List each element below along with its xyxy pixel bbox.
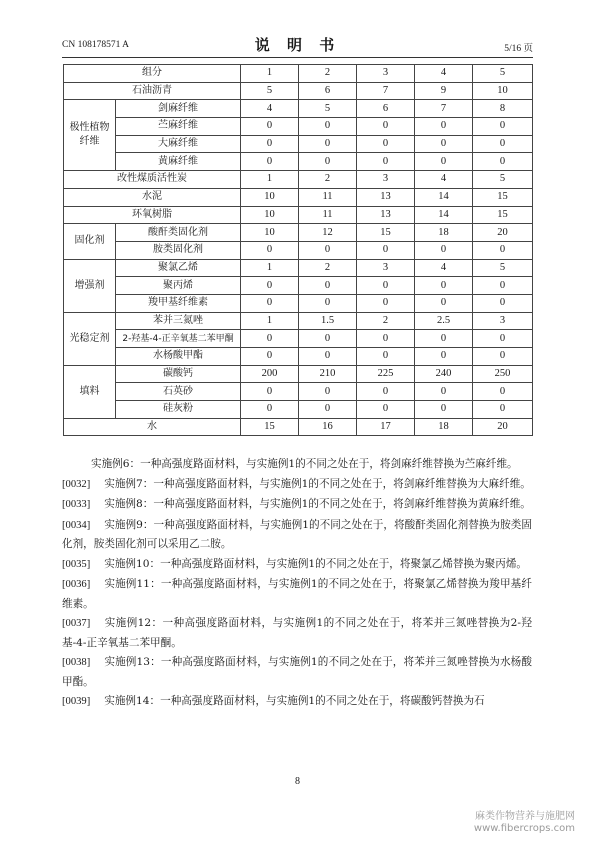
row-label: 石英砂 [116, 383, 241, 401]
table-cell: 0 [241, 241, 299, 259]
table-row [64, 100, 533, 118]
row-label: 羧甲基纤维素 [116, 294, 241, 312]
table-cell: 0 [357, 401, 415, 419]
table-cell: 6 [357, 100, 415, 118]
table-row [64, 365, 533, 383]
table-row [64, 401, 533, 419]
row-label: 水 [64, 418, 241, 436]
paragraph-number: [0037] [62, 618, 91, 629]
table-cell: 0 [299, 241, 357, 259]
table-cell: 1 [241, 312, 299, 330]
table-cell: 0 [241, 294, 299, 312]
table-cell: 0 [241, 153, 299, 171]
paragraph [62, 455, 532, 474]
table-row [64, 188, 533, 206]
paragraph-number: [0032] [62, 478, 91, 490]
body-text [62, 455, 532, 713]
paragraph [62, 653, 532, 691]
table-cell: 0 [473, 118, 533, 136]
table-row [64, 118, 533, 136]
table-cell: 4 [415, 171, 473, 189]
table-cell: 0 [357, 277, 415, 295]
row-label: 石油沥青 [64, 82, 241, 100]
paragraph [62, 475, 532, 495]
paragraph-text: 实施例6：一种高强度路面材料，与实施例1的不同之处在于，将剑麻纤维替换为苎麻纤维。 [91, 458, 518, 470]
table-row [64, 418, 533, 436]
watermark [474, 811, 575, 835]
paragraph [62, 555, 532, 575]
row-label: 黄麻纤维 [116, 153, 241, 171]
row-label: 苎麻纤维 [116, 118, 241, 136]
page-number: 8 [295, 776, 300, 787]
table-cell: 0 [415, 383, 473, 401]
table-cell: 0 [357, 294, 415, 312]
table-cell: 0 [299, 330, 357, 348]
table-row [64, 82, 533, 100]
table-cell: 4 [415, 65, 473, 83]
table-cell: 9 [415, 82, 473, 100]
table-cell: 15 [357, 224, 415, 242]
paragraph-number: [0034] [62, 519, 91, 531]
paragraph [62, 495, 532, 515]
table-cell: 0 [473, 135, 533, 153]
table-cell: 1 [241, 171, 299, 189]
table-cell: 0 [473, 294, 533, 312]
table-row [64, 348, 533, 366]
paragraph-text: 实施例9：一种高强度路面材料，与实施例1的不同之处在于，将酸酐类固化剂替换为胺类固化剂，胺类固化剂可以采用乙二胺。 [62, 518, 532, 550]
table-cell: 8 [473, 100, 533, 118]
table-cell: 0 [473, 330, 533, 348]
table-cell: 14 [415, 206, 473, 224]
table-row [64, 277, 533, 295]
patent-number: CN 108178571 A [62, 40, 130, 50]
table-cell: 3 [473, 312, 533, 330]
table-cell: 0 [415, 330, 473, 348]
table-cell: 5 [299, 100, 357, 118]
table-cell: 0 [357, 348, 415, 366]
table-cell: 10 [473, 82, 533, 100]
table-cell: 0 [357, 153, 415, 171]
table-cell: 2 [299, 65, 357, 83]
table-cell: 17 [357, 418, 415, 436]
paragraph-text: 实施例10：一种高强度路面材料，与实施例1的不同之处在于，将聚氯乙烯替换为聚丙烯。 [104, 557, 528, 570]
table-cell: 0 [473, 241, 533, 259]
table-cell: 2.5 [415, 312, 473, 330]
table-cell: 12 [299, 224, 357, 242]
paragraph-number: [0035] [62, 558, 91, 570]
table-cell: 14 [415, 188, 473, 206]
table-cell: 0 [241, 118, 299, 136]
table-row [64, 330, 533, 348]
table-row [64, 153, 533, 171]
table-row [64, 65, 533, 83]
group-label: 光稳定剂 [64, 312, 116, 365]
table-cell: 0 [299, 135, 357, 153]
row-label: 改性煤质活性炭 [64, 171, 241, 189]
table-cell: 10 [241, 224, 299, 242]
table-cell: 10 [241, 188, 299, 206]
table-cell: 0 [241, 135, 299, 153]
watermark-line1: 麻类作物营养与施肥网 [475, 811, 575, 822]
table-cell: 0 [241, 348, 299, 366]
table-cell: 0 [415, 135, 473, 153]
table-cell: 7 [415, 100, 473, 118]
table-cell: 0 [299, 118, 357, 136]
table-cell: 3 [357, 65, 415, 83]
table-cell: 2 [299, 259, 357, 277]
table-cell: 11 [299, 188, 357, 206]
paragraph-text: 实施例14：一种高强度路面材料，与实施例1的不同之处在于，将碳酸钙替换为石 [104, 695, 485, 707]
table-cell: 0 [473, 401, 533, 419]
row-label: 2-羟基-4-正辛氧基二苯甲酮 [116, 330, 241, 348]
table-row [64, 294, 533, 312]
table-cell: 1.5 [299, 312, 357, 330]
table-cell: 0 [415, 348, 473, 366]
table-cell: 15 [473, 206, 533, 224]
document-title: 说 明 书 [254, 36, 341, 54]
table-cell: 1 [241, 65, 299, 83]
table-cell: 0 [473, 348, 533, 366]
table-cell: 0 [357, 118, 415, 136]
paragraph-text: 实施例8：一种高强度路面材料，与实施例1的不同之处在于，将剑麻纤维替换为黄麻纤维。 [104, 498, 531, 510]
paragraph [62, 692, 532, 712]
paragraph-text: 实施例12：一种高强度路面材料，与实施例1的不同之处在于，将苯并三氮唑替换为2-羟基-4-正辛氧基二苯甲酮。 [62, 617, 532, 649]
table-cell: 13 [357, 188, 415, 206]
table-row [64, 224, 533, 242]
table-cell: 0 [241, 277, 299, 295]
table-cell: 225 [357, 365, 415, 383]
table-cell: 4 [415, 259, 473, 277]
paragraph [62, 575, 532, 613]
table-cell: 2 [299, 171, 357, 189]
table-cell: 11 [299, 206, 357, 224]
table-cell: 2 [357, 312, 415, 330]
table-cell: 0 [415, 401, 473, 419]
table-cell: 3 [357, 259, 415, 277]
table-cell: 250 [473, 365, 533, 383]
table-cell: 0 [299, 348, 357, 366]
paragraph [62, 516, 532, 554]
paragraph-number: [0038] [62, 657, 91, 668]
table-cell: 210 [299, 365, 357, 383]
table-cell: 0 [299, 383, 357, 401]
table-cell: 20 [473, 224, 533, 242]
paragraph-text: 实施例13：一种高强度路面材料，与实施例1的不同之处在于，将苯并三氮唑替换为水杨酸甲酯。 [62, 656, 532, 688]
row-label: 碳酸钙 [116, 365, 241, 383]
table-cell: 0 [299, 153, 357, 171]
table-cell: 0 [299, 277, 357, 295]
table-row [64, 206, 533, 224]
table-row [64, 312, 533, 330]
table-cell: 0 [415, 118, 473, 136]
group-label: 增强剂 [64, 259, 116, 312]
table-cell: 5 [473, 65, 533, 83]
table-cell: 4 [241, 100, 299, 118]
table-cell: 16 [299, 418, 357, 436]
table-cell: 0 [241, 330, 299, 348]
group-label: 填料 [64, 365, 116, 418]
table-cell: 0 [415, 294, 473, 312]
row-label: 聚丙烯 [116, 277, 241, 295]
row-label: 环氧树脂 [64, 206, 241, 224]
paragraph-text: 实施例7：一种高强度路面材料，与实施例1的不同之处在于，将剑麻纤维替换为大麻纤维。 [104, 477, 531, 490]
table-cell: 0 [415, 241, 473, 259]
row-label: 硅灰粉 [116, 401, 241, 419]
row-label: 聚氯乙烯 [116, 259, 241, 277]
paragraph-number: [0033] [62, 499, 91, 510]
table-row [64, 241, 533, 259]
table-cell: 5 [473, 259, 533, 277]
table-cell: 0 [241, 401, 299, 419]
paragraph [62, 614, 532, 652]
table-cell: 240 [415, 365, 473, 383]
table-cell: 15 [241, 418, 299, 436]
table-cell: 10 [241, 206, 299, 224]
table-cell: 5 [473, 171, 533, 189]
table-cell: 5 [241, 82, 299, 100]
table-cell: 18 [415, 418, 473, 436]
table-cell: 0 [357, 330, 415, 348]
paragraph-number: [0036] [62, 579, 91, 590]
table-cell: 0 [299, 294, 357, 312]
page-indicator: 5/16 页 [504, 44, 533, 54]
row-label: 大麻纤维 [116, 135, 241, 153]
row-label: 酸酐类固化剂 [116, 224, 241, 242]
watermark-line2: www.fibercrops.com [473, 823, 575, 834]
table-cell: 0 [241, 383, 299, 401]
table-cell: 20 [473, 418, 533, 436]
table-cell: 0 [473, 383, 533, 401]
table-cell: 6 [299, 82, 357, 100]
table-cell: 0 [357, 135, 415, 153]
table-cell: 0 [357, 241, 415, 259]
table-cell: 3 [357, 171, 415, 189]
table-cell: 0 [415, 153, 473, 171]
table-row [64, 135, 533, 153]
row-label: 苯并三氮唑 [116, 312, 241, 330]
table-cell: 0 [299, 401, 357, 419]
header-rule [62, 57, 533, 58]
row-label: 胺类固化剂 [116, 241, 241, 259]
table-cell: 13 [357, 206, 415, 224]
group-label: 极性植物纤维 [64, 100, 116, 171]
table-cell: 1 [241, 259, 299, 277]
table-row [64, 171, 533, 189]
row-label: 水泥 [64, 188, 241, 206]
row-label: 组分 [64, 65, 241, 83]
table-cell: 15 [473, 188, 533, 206]
table-cell: 0 [473, 153, 533, 171]
table-cell: 200 [241, 365, 299, 383]
table-cell: 0 [473, 277, 533, 295]
page-header [62, 36, 533, 54]
row-label: 剑麻纤维 [116, 100, 241, 118]
row-label: 水杨酸甲酯 [116, 348, 241, 366]
composition-table [63, 64, 533, 436]
table-row [64, 383, 533, 401]
paragraph-text: 实施例11：一种高强度路面材料，与实施例1的不同之处在于，将聚氯乙烯替换为羧甲基纤维素。 [62, 578, 532, 610]
table-cell: 18 [415, 224, 473, 242]
table-cell: 0 [357, 383, 415, 401]
group-label: 固化剂 [64, 224, 116, 259]
paragraph-number: [0039] [62, 696, 91, 707]
table-row [64, 259, 533, 277]
table-cell: 0 [415, 277, 473, 295]
table-cell: 7 [357, 82, 415, 100]
